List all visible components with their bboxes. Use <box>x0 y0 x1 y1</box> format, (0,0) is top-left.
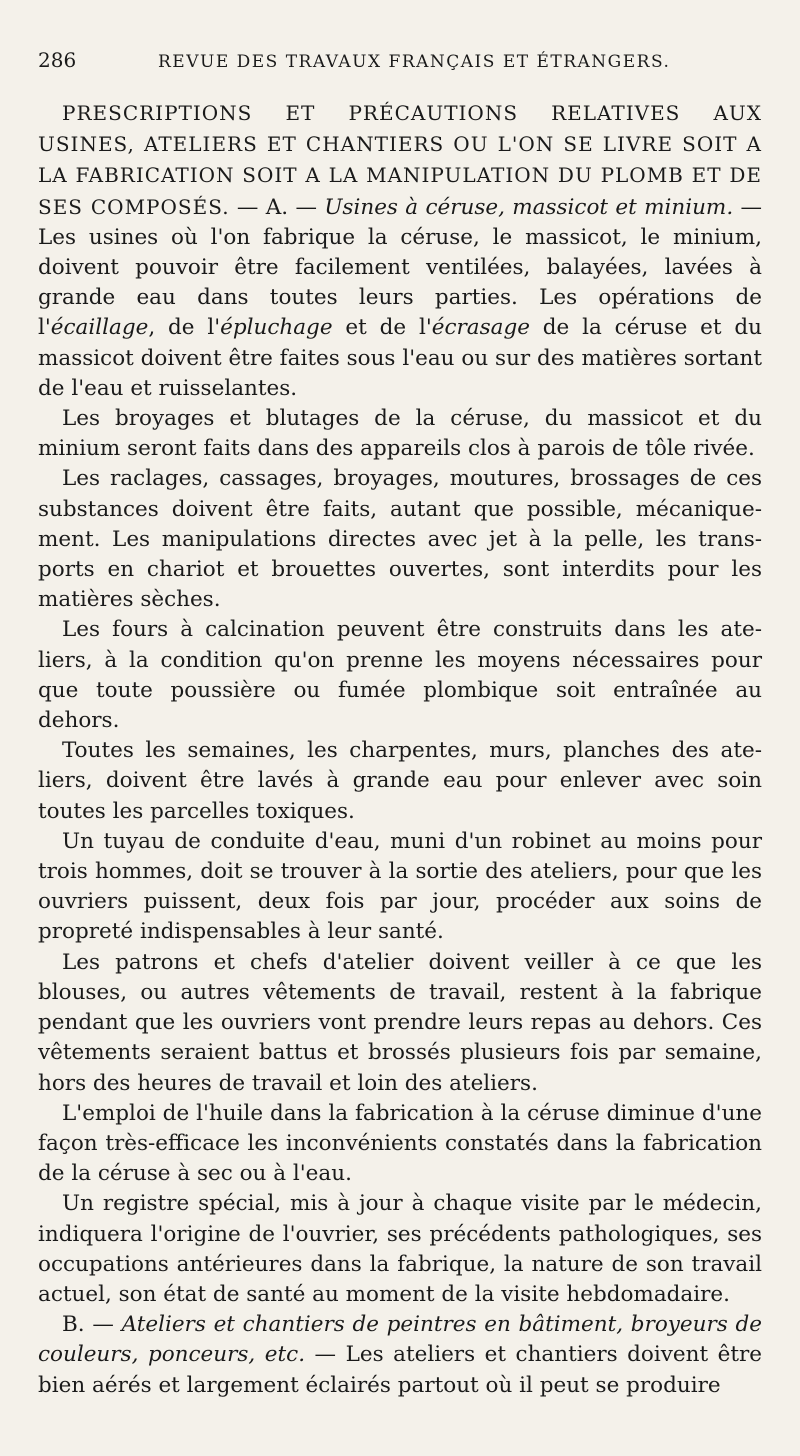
paragraph: L'emploi de l'huile dans la fabrication à la céruse diminue d'une façon très-efficace les inconvénients constatés dans la fabrication de la céruse à sec ou à l'eau. <box>38 1100 762 1187</box>
paragraph: Un tuyau de conduite d'eau, muni d'un robinet au moins pour trois hommes, doit se trouver à la sortie des ateliers, pour que les ouvriers puissent, deux fois par jour, procéder aux soins de propreté indispensables à leur santé. <box>38 828 762 945</box>
paragraph: Les raclages, cassages, broyages, moutures, brossages de ces substances doivent être faits, autant que possible, mécaniquement. Les manipulations directes avec jet à la pelle, les transports en chariot et brouettes ouvertes, sont interdits pour les matières sèches. <box>38 466 762 613</box>
section-title-a: Usines à céruse, massicot et minium. <box>324 194 734 220</box>
running-header <box>38 48 762 88</box>
paragraph: Un registre spécial, mis à jour à chaque visite par le médecin, indiquera l'origine de l'ouvrier, ses précédents pathologiques, ses occupations antérieures dans la fabrique, la nature de son travail actuel, son état de santé au moment de la visite hebdomadaire. <box>38 1191 762 1307</box>
running-title: REVUE DES TRAVAUX FRANÇAIS ET ÉTRANGERS. <box>158 52 671 72</box>
paragraph: Toutes les semaines, les charpentes, murs, planches des ateliers, doivent être lavés à grande eau pour enlever avec soin toutes les parcelles toxiques. <box>38 738 762 824</box>
intro-connector-2: et de l' <box>332 315 432 341</box>
paragraph: Les fours à calcination peuvent être construits dans les ateliers, à la condition qu'on prenne les moyens nécessaires pour que toute poussière ou fumée plombique soit entraînée au dehors. <box>38 617 762 734</box>
term-ecaillage: écaillage <box>50 315 149 341</box>
section-heading: PRESCRIPTIONS ET PRÉCAUTIONS RELATIVES AUX USINES, ATELIERS ET CHANTIERS OU L'ON SE LIVRE SOIT A LA FABRICATION SOIT A LA MANIPULATION DU PLOMB ET DE SES COMPOSÉS. <box>38 101 762 219</box>
term-epluchage: épluchage <box>220 315 333 341</box>
section-title-b: Ateliers et chantiers de peintres en bâtiment, broyeurs de couleurs, ponceurs, etc. <box>38 1312 762 1368</box>
paragraph-intro <box>38 98 762 404</box>
intro-connector-1: , de l' <box>148 315 221 341</box>
term-ecrasage: écrasage <box>431 315 530 341</box>
section-marker-b: B. — <box>62 1312 122 1338</box>
paragraph: Les patrons et chefs d'atelier doivent veiller à ce que les blouses, ou autres vêtements de travail, restent à la fabrique pendant que les ouvriers vont prendre leurs repas au dehors. Ces vêtements seraient battus et brossés plusieurs fois par semaine, hors des heures de travail et loin des ateliers. <box>38 949 762 1096</box>
paragraph: Les broyages et blutages de la céruse, du massicot et du minium seront faits dans des appareils clos à parois de tôle rivée. <box>38 406 762 462</box>
section-b-text: — Les ateliers et chantiers doivent être bien aérés et largement éclairés partout où il peut se produire <box>38 1342 762 1398</box>
paragraph-section-b <box>38 1310 762 1401</box>
intro-tail: de la céruse et du massicot doivent être faites sous l'eau ou sur des matières sortant de l'eau et ruisselantes. <box>38 315 762 401</box>
section-marker-a: — A. — <box>229 194 325 220</box>
document-page <box>38 48 762 1401</box>
intro-lead: — Les usines où l'on fabrique la céruse, le massicot, le minium, doivent pouvoir être facilement ventilées, balayées, lavées à grande eau dans toutes leurs parties. Les opérations de l' <box>38 194 763 341</box>
page-number: 286 <box>38 48 77 72</box>
body-text <box>38 98 762 1401</box>
